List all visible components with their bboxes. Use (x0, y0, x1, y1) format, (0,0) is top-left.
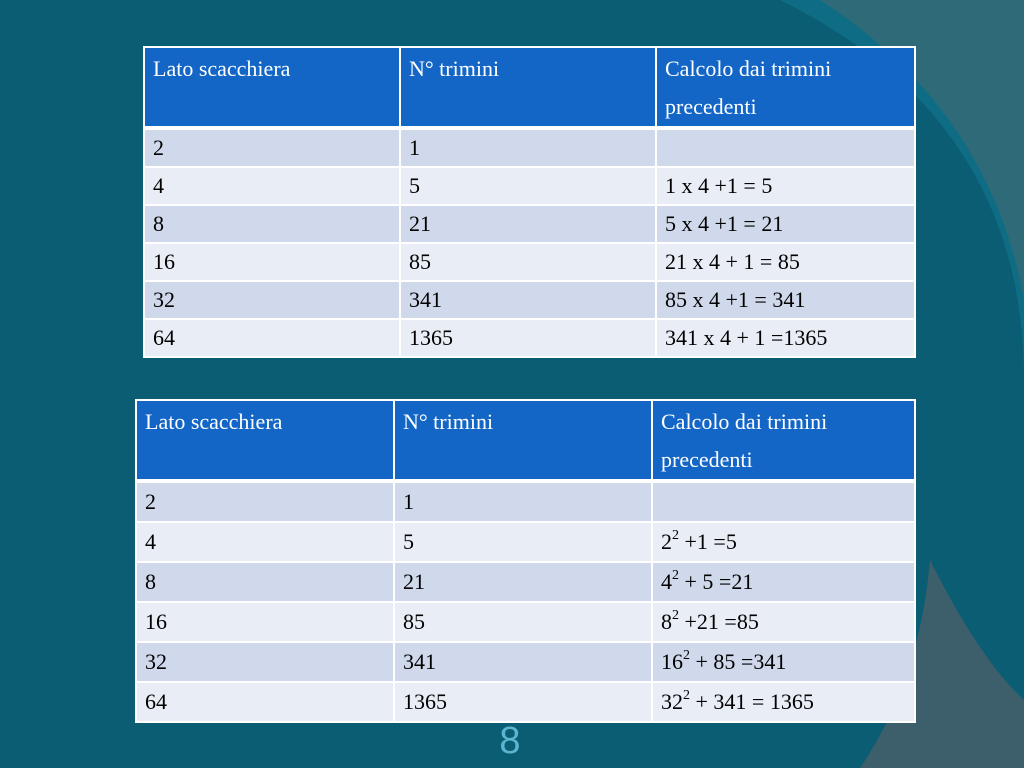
table-row (144, 128, 915, 167)
formula-exponent: 2 (683, 647, 690, 663)
formula-exponent: 2 (672, 567, 679, 583)
cell-trimini: 85 (400, 243, 656, 281)
header-trimini: N° trimini (394, 400, 652, 481)
table-header-row (144, 47, 915, 128)
table-row (144, 243, 915, 281)
cell-lato: 16 (136, 602, 394, 642)
cell-lato: 4 (144, 167, 400, 205)
cell-trimini: 21 (394, 562, 652, 602)
table-row (136, 602, 915, 642)
cell-lato: 2 (144, 128, 400, 167)
cell-calcolo (652, 481, 915, 522)
table-row (136, 522, 915, 562)
cell-trimini: 341 (394, 642, 652, 682)
formula-rest: +21 =85 (679, 609, 759, 634)
cell-lato: 8 (144, 205, 400, 243)
cell-lato: 32 (144, 281, 400, 319)
cell-lato: 8 (136, 562, 394, 602)
cell-lato: 4 (136, 522, 394, 562)
cell-calcolo (652, 522, 915, 562)
cell-calcolo: 1 x 4 +1 = 5 (656, 167, 915, 205)
cell-trimini: 5 (400, 167, 656, 205)
formula-rest: +1 =5 (679, 529, 737, 554)
page-number: 8 (499, 720, 521, 762)
cell-calcolo (652, 562, 915, 602)
cell-lato: 64 (144, 319, 400, 357)
table-header-row (136, 400, 915, 481)
table-trimini-quadrati (135, 399, 916, 723)
cell-lato: 2 (136, 481, 394, 522)
cell-calcolo (652, 602, 915, 642)
formula-rest: + 341 = 1365 (690, 689, 814, 714)
formula-base: 4 (661, 569, 672, 594)
formula-base: 8 (661, 609, 672, 634)
table-row (136, 562, 915, 602)
table-row (144, 167, 915, 205)
cell-trimini: 1365 (394, 682, 652, 722)
header-calcolo: Calcolo dai trimini precedenti (652, 400, 915, 481)
cell-calcolo: 341 x 4 + 1 =1365 (656, 319, 915, 357)
cell-lato: 32 (136, 642, 394, 682)
cell-calcolo: 5 x 4 +1 = 21 (656, 205, 915, 243)
header-lato: Lato scacchiera (144, 47, 400, 128)
formula-exponent: 2 (683, 687, 690, 703)
cell-lato: 16 (144, 243, 400, 281)
table-row (144, 205, 915, 243)
cell-lato: 64 (136, 682, 394, 722)
formula-exponent: 2 (672, 527, 679, 543)
formula-base: 32 (661, 689, 683, 714)
cell-trimini: 85 (394, 602, 652, 642)
formula-base: 16 (661, 649, 683, 674)
header-lato: Lato scacchiera (136, 400, 394, 481)
table-row (136, 481, 915, 522)
cell-calcolo (656, 128, 915, 167)
cell-calcolo: 85 x 4 +1 = 341 (656, 281, 915, 319)
cell-calcolo (652, 642, 915, 682)
table-trimini-moltiplicazione (143, 46, 916, 358)
formula-base: 2 (661, 529, 672, 554)
cell-trimini: 1 (394, 481, 652, 522)
table-row (136, 642, 915, 682)
cell-trimini: 341 (400, 281, 656, 319)
cell-trimini: 21 (400, 205, 656, 243)
formula-rest: + 85 =341 (690, 649, 787, 674)
cell-trimini: 1365 (400, 319, 656, 357)
formula-rest: + 5 =21 (679, 569, 754, 594)
cell-trimini: 5 (394, 522, 652, 562)
header-calcolo: Calcolo dai trimini precedenti (656, 47, 915, 128)
table-row (144, 281, 915, 319)
formula-exponent: 2 (672, 607, 679, 623)
table-row (144, 319, 915, 357)
table-row (136, 682, 915, 722)
header-trimini: N° trimini (400, 47, 656, 128)
cell-trimini: 1 (400, 128, 656, 167)
cell-calcolo (652, 682, 915, 722)
cell-calcolo: 21 x 4 + 1 = 85 (656, 243, 915, 281)
